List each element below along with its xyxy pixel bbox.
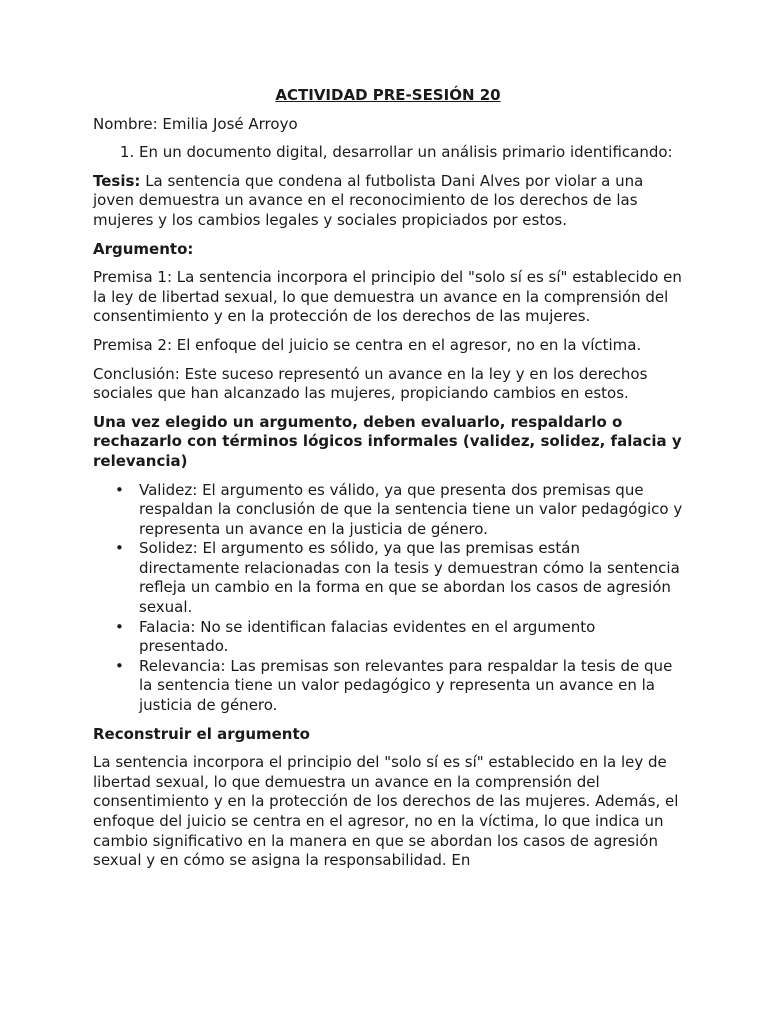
list-item (115, 617, 683, 657)
bullet-icon: • (115, 480, 124, 499)
list-item-text: Relevancia: Las premisas son relevantes para respaldar la tesis de que la sentencia tiene un valor pedagógico y representa un avance en la justicia de género. (139, 656, 673, 715)
list-item (115, 480, 683, 540)
evaluate-heading: Una vez elegido un argumento, deben evaluarlo, respaldarlo o rechazarlo con términos lógicos informales (validez, solidez, falacia y relevancia) (93, 412, 682, 470)
argument-heading: Argumento: (93, 239, 194, 258)
thesis-paragraph (93, 172, 683, 231)
bullet-icon: • (115, 656, 124, 675)
thesis-label: Tesis: (93, 171, 141, 190)
list-item-text: Solidez: El argumento es sólido, ya que las premisas están directamente relacionadas con la tesis y demuestran cómo la sentencia refleja un cambio en la forma en que se abordan los casos de agresión sexual. (139, 539, 680, 617)
numbered-list (93, 143, 683, 163)
list-item-text: Falacia: No se identifican falacias evidentes en el argumento presentado. (139, 617, 596, 656)
list-item-text: Validez: El argumento es válido, ya que presenta dos premisas que respaldan la conclusión de que la sentencia tiene un valor pedagógico y representa un avance en la justicia de género. (139, 480, 683, 538)
thesis-text: La sentencia que condena al futbolista Dani Alves por violar a una joven demuestra un avance en el reconocimiento de los derechos de las mujeres y los cambios legales y sociales propiciados por estos. (93, 171, 644, 229)
premise-1: Premisa 1: La sentencia incorpora el principio del "solo sí es sí" establecido en la ley de libertad sexual, lo que demuestra un avance en la comprensión del consentimiento y en la protección de los derechos de las mujeres. (93, 268, 682, 326)
evaluation-list (93, 481, 683, 716)
conclusion: Conclusión: Este suceso representó un avance en la ley y en los derechos sociales que han alcanzado las mujeres, propiciando cambios en estos. (93, 364, 648, 403)
document-title: ACTIVIDAD PRE-SESIÓN 20 (275, 86, 501, 104)
document-page (93, 86, 683, 880)
list-item (115, 539, 683, 617)
reconstruct-paragraph: La sentencia incorpora el principio del "solo sí es sí" establecido en la ley de libertad sexual, lo que demuestra un avance en la comprensión del consentimiento y en la protección de los derechos de las mujeres. Además, el enfoque del juicio se centra en el agresor, no en la víctima, lo que indica un cambio significativo en la manera en que se abordan los casos de agresión sexual y en cómo se asigna la responsabilidad. En (93, 753, 679, 870)
bullet-icon: • (115, 539, 124, 558)
name-line: Nombre: Emilia José Arroyo (93, 114, 298, 133)
list-item (115, 656, 683, 716)
reconstruct-heading: Reconstruir el argumento (93, 724, 310, 743)
premise-2: Premisa 2: El enfoque del juicio se centra en el agresor, no en la víctima. (93, 335, 642, 354)
numbered-item: 1. En un documento digital, desarrollar un análisis primario identificando: (139, 143, 683, 163)
bullet-icon: • (115, 617, 124, 636)
